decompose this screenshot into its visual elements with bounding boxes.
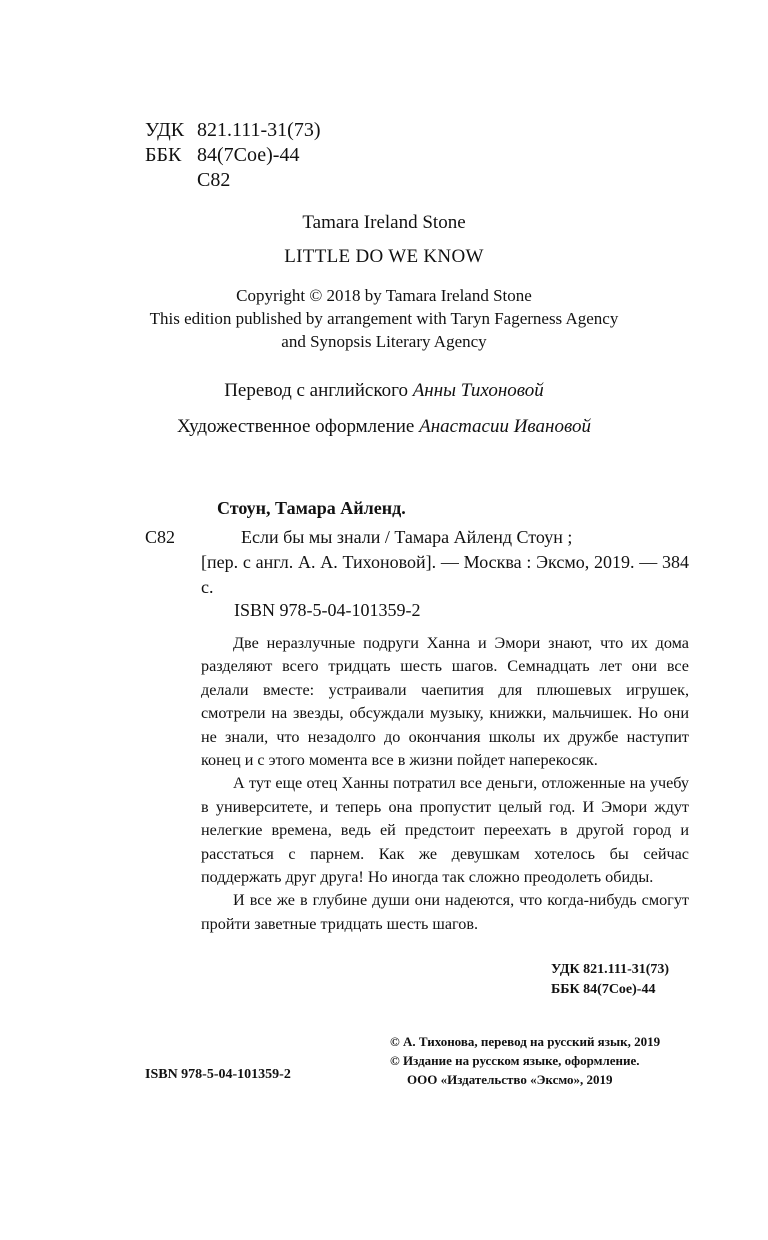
annotation-paragraph: И все же в глубине души они надеются, что когда-нибудь смогут пройти заветные тридцать шесть шагов. bbox=[201, 891, 689, 933]
udk-row bbox=[145, 118, 321, 143]
udk-value: 821.111-31(73) bbox=[197, 119, 321, 141]
annotation bbox=[201, 632, 689, 936]
design-credit bbox=[0, 416, 768, 438]
bib-author-mark: С82 bbox=[145, 527, 176, 547]
copyright-line: This edition published by arrangement with Taryn Fagerness Agency bbox=[149, 309, 619, 328]
translation-credit bbox=[0, 380, 768, 402]
bib-isbn: ISBN 978-5-04-101359-2 bbox=[234, 600, 421, 620]
footer-classification bbox=[551, 960, 669, 1000]
original-author: Tamara Ireland Stone bbox=[302, 212, 466, 233]
bib-description-imprint: [пер. с англ. А. А. Тихоновой]. — Москва : Эксмо, 2019. — 384 с. bbox=[201, 552, 689, 597]
copyright-edition: © Издание на русском языке, оформление. bbox=[390, 1053, 640, 1068]
copyright-notice bbox=[0, 284, 768, 353]
translator-name: Анны Тихоновой bbox=[412, 380, 544, 401]
bbk-label: ББК bbox=[145, 144, 182, 166]
original-title: LITTLE DO WE KNOW bbox=[284, 246, 484, 267]
udk-label: УДК bbox=[145, 119, 185, 141]
bbk-row bbox=[145, 143, 321, 168]
author-mark: С82 bbox=[197, 169, 231, 191]
copyright-line: and Synopsis Literary Agency bbox=[281, 332, 487, 351]
footer-udk: УДК 821.111-31(73) bbox=[551, 962, 670, 977]
bib-description bbox=[201, 525, 689, 600]
footer-isbn: ISBN 978-5-04-101359-2 bbox=[145, 1067, 291, 1082]
bib-description-title: Если бы мы знали / Тамара Айленд Стоун ; bbox=[241, 527, 573, 547]
designer-name: Анастасии Ивановой bbox=[419, 416, 591, 437]
copyright-line: Copyright © 2018 by Tamara Ireland Stone bbox=[236, 286, 532, 305]
footer-bbk: ББК 84(7Сое)-44 bbox=[551, 982, 656, 997]
annotation-paragraph: Две неразлучные подруги Ханна и Эмори знают, что их дома разделяют всего тридцать шесть шагов. Семнадцать лет они все делали вместе: устраивали чаепития для плюшевых игрушек, смотрели на звезды, обсуждали музыку, книжки, мальчишек. Но они не знали, что незадолго до окончания школы их дружбе наступит конец и с этого момента все в жизни пойдет наперекосяк. bbox=[201, 634, 689, 770]
copyright-translation: © А. Тихонова, перевод на русский язык, 2019 bbox=[390, 1034, 661, 1049]
classification-block bbox=[145, 118, 321, 193]
bbk-value: 84(7Сое)-44 bbox=[197, 144, 300, 166]
copyright-publisher: ООО «Издательство «Эксмо», 2019 bbox=[407, 1072, 613, 1087]
design-prefix: Художественное оформление bbox=[177, 416, 420, 437]
footer-copyrights bbox=[390, 1032, 660, 1089]
bib-author-heading: Стоун, Тамара Айленд. bbox=[217, 498, 406, 518]
annotation-paragraph: А тут еще отец Ханны потратил все деньги, отложенные на учебу в университете, и теперь она пропустит целый год. И Эмори ждут нелегкие времена, ведь ей предстоит переехать в другой город и расстаться с парнем. Как же девушкам хотелось бы сейчас поддержать друг друга! Но иногда так сложно преодолеть обиды. bbox=[201, 774, 689, 887]
translation-prefix: Перевод с английского bbox=[224, 380, 413, 401]
